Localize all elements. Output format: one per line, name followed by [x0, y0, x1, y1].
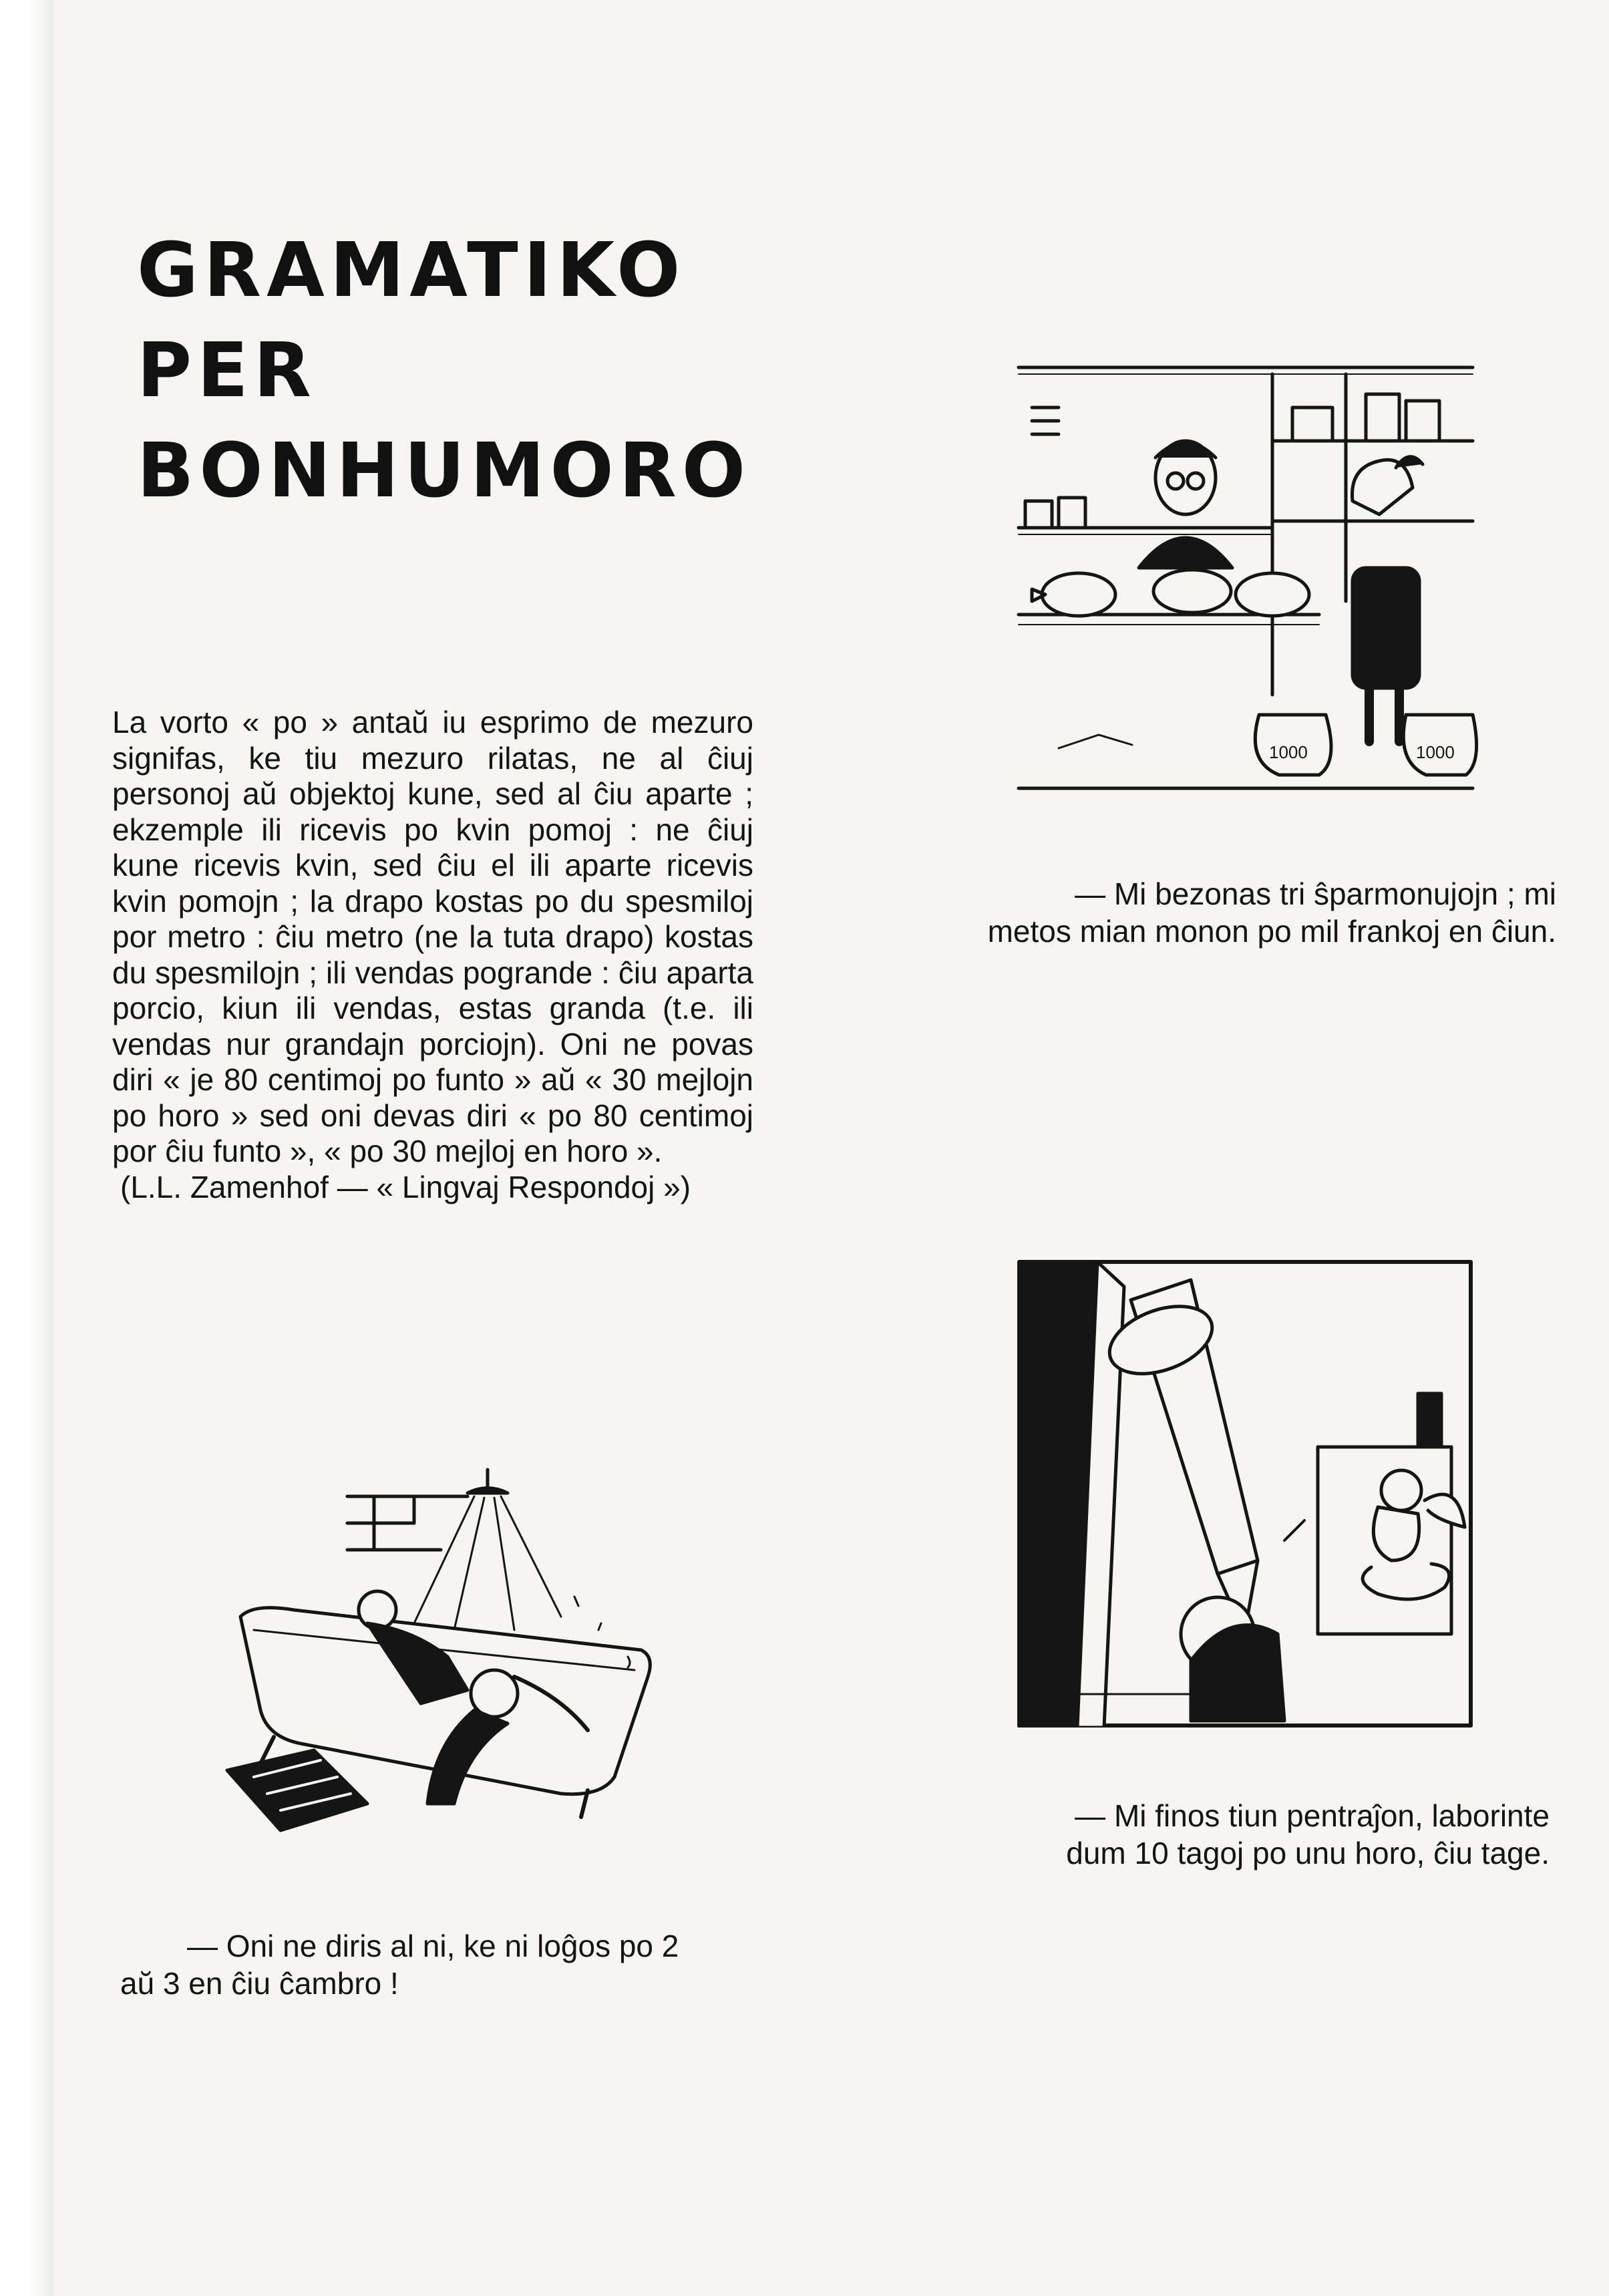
painting-caption-line-2: dum 10 tagoj po unu horo, ĉiu tage.: [1066, 1836, 1550, 1870]
painting-caption: [908, 1797, 1550, 1872]
shop-caption: [915, 875, 1556, 950]
quote-body: La vorto « po » antaŭ iu esprimo de mezuro signifas, ke tiu mezuro rilatas, ne al ĉiuj personoj aŭ objektoj kune, sed al ĉiu aparte ; ekzemple ili ricevis po kvin pomoj : ne ĉiuj kune ricevis kvin, sed ĉiu el ili aparte ricevis kvin pomojn ; la drapo kostas po du spesmiloj por metro : ĉiu metro (ne la tuta drapo) kostas du spesmilojn ; ili vendas pogrande : ĉiu aparta porcio, kiun ili vendas, estas granda (t.e. ili vendas nur grandajn porciojn). Oni ne povas diri « je 80 centimoj po funto » aŭ « 30 mejlojn po horo » sed oni devas diri « po 80 centimoj por ĉiu funto », « po 30 mejloj en horo ».: [112, 705, 753, 1168]
shop-caption-line-1: — Mi bezonas tri ŝparmonujojn ; mi: [1075, 876, 1556, 911]
page-title: [137, 220, 751, 521]
bath-caption-line-2: aŭ 3 en ĉiu ĉambro !: [120, 1966, 399, 2001]
shop-cartoon: [1005, 347, 1479, 815]
title-line-1: GRAMATIKO: [137, 227, 686, 314]
grammar-quote: [112, 705, 753, 1205]
title-line-2: PER: [137, 327, 317, 414]
page-edge: [0, 0, 53, 2296]
painting-cartoon: [1017, 1260, 1473, 1728]
bath-cartoon: [214, 1456, 681, 1857]
painting-caption-line-1: — Mi finos tiun pentraĵon, laborinte: [1075, 1798, 1550, 1833]
title-line-3: BONHUMORO: [137, 428, 751, 514]
money-bag-label: 1000: [1269, 742, 1308, 762]
bath-caption-line-1: — Oni ne diris al ni, ke ni loĝos po 2: [187, 1929, 679, 1963]
money-bag-label: 1000: [1416, 742, 1455, 762]
quote-source: (L.L. Zamenhof — « Lingvaj Respondoj »): [120, 1169, 691, 1204]
shop-caption-line-2: metos mian monon po mil frankoj en ĉiun.: [987, 914, 1556, 949]
bath-caption: [120, 1927, 761, 2002]
